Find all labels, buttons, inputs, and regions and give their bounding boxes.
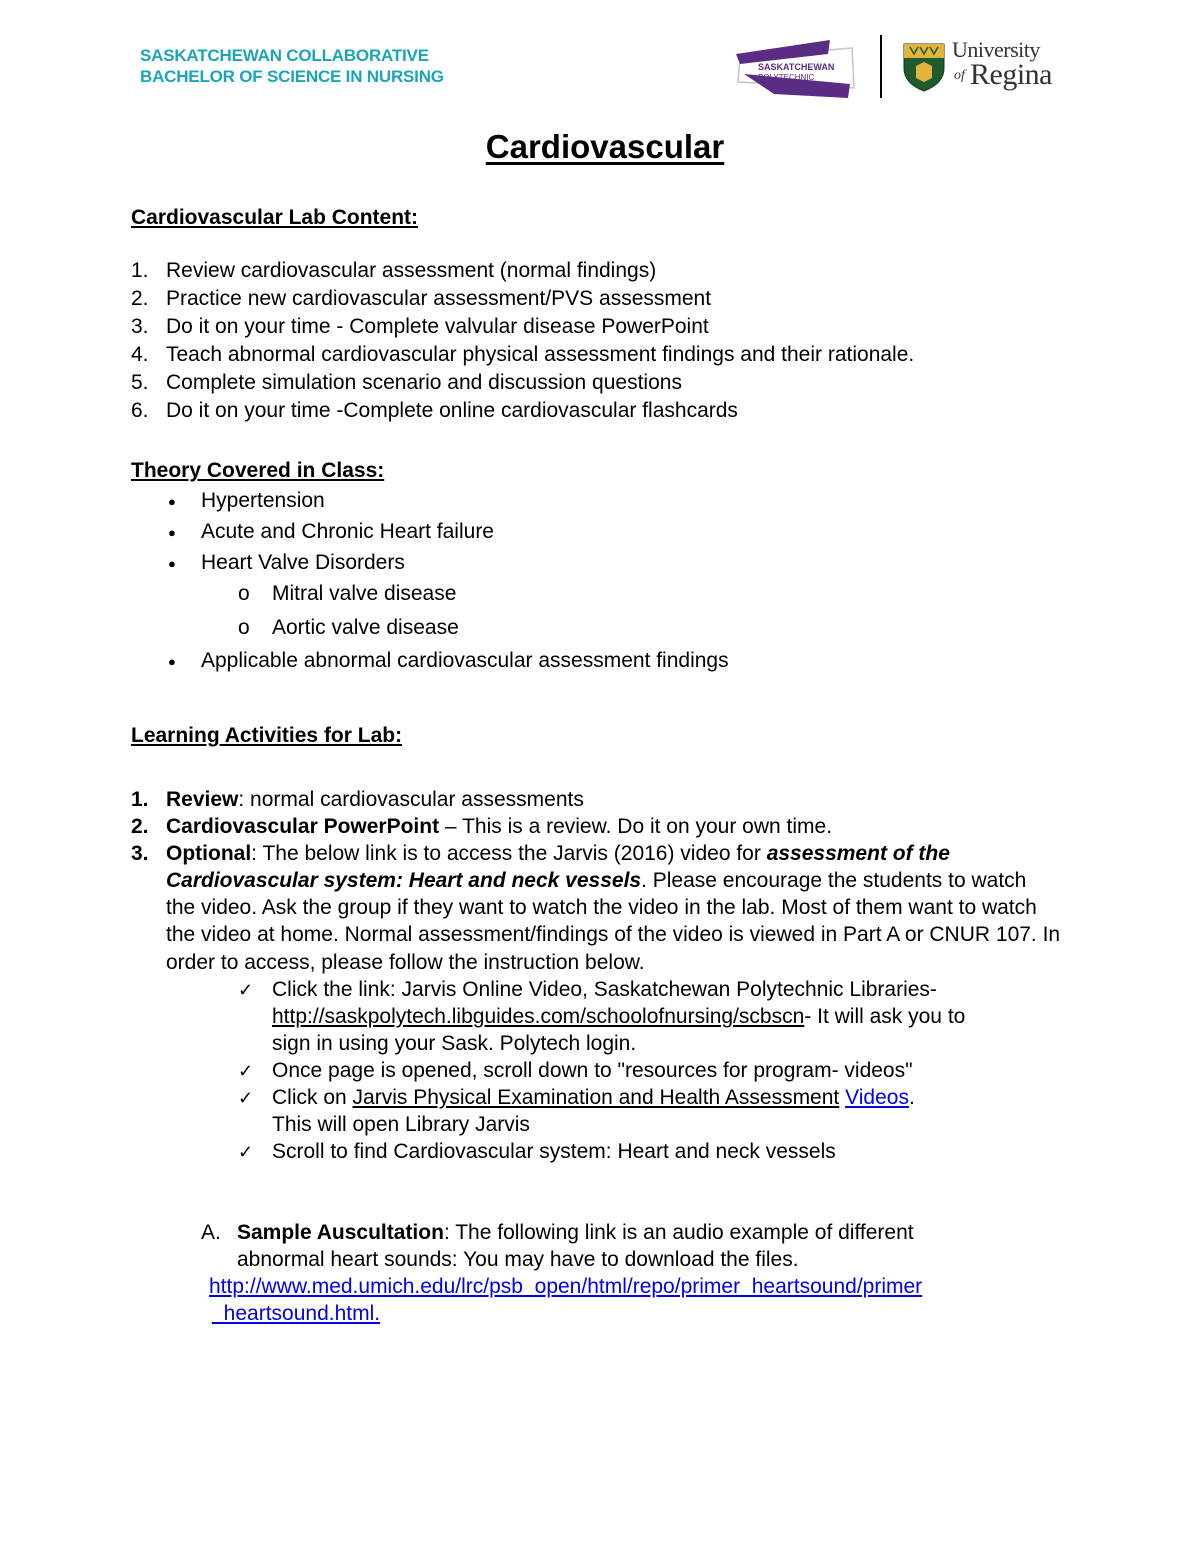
videos-link[interactable]: Videos xyxy=(845,1086,909,1109)
checkmark-icon: ✓ xyxy=(238,1088,254,1108)
lab-content-heading: Cardiovascular Lab Content: xyxy=(131,206,419,229)
circle-bullet-icon: o xyxy=(238,616,250,639)
uofr-crest-icon xyxy=(902,42,946,97)
poly-logo-line2: POLYTECHNIC xyxy=(758,73,815,82)
uofr-wordmark xyxy=(952,37,1052,92)
uofr-line1: University xyxy=(952,37,1040,62)
learning-heading: Learning Activities for Lab: xyxy=(131,724,403,747)
page-title: Cardiovascular xyxy=(485,128,725,165)
theory-heading: Theory Covered in Class: xyxy=(131,459,385,482)
bullet-icon: ● xyxy=(168,654,176,669)
jarvis-exam-link[interactable]: Jarvis Physical Examination and Health Assessment xyxy=(352,1086,840,1109)
bullet-icon: ● xyxy=(168,494,176,509)
saskpolytech-libguides-link[interactable]: http://saskpolytech.libguides.com/schoolofnursing/scbscn xyxy=(272,1005,805,1028)
checkmark-icon: ✓ xyxy=(238,980,254,1000)
heartsound-link[interactable]: http://www.med.umich.edu/lrc/psb_open/html/repo/primer_heartsound/primer xyxy=(209,1275,923,1298)
saskpolytech-logo xyxy=(734,34,860,100)
program-name-line1: SASKATCHEWAN COLLABORATIVE xyxy=(140,46,429,65)
program-name xyxy=(140,45,444,87)
heartsound-link-cont[interactable]: _heartsound.html. xyxy=(212,1302,381,1325)
program-name-line2: BACHELOR OF SCIENCE IN NURSING xyxy=(140,67,444,86)
bullet-icon: ● xyxy=(168,556,176,571)
bullet-icon: ● xyxy=(168,525,176,540)
circle-bullet-icon: o xyxy=(238,582,250,605)
logo-divider xyxy=(880,35,882,98)
uofr-line2: Regina xyxy=(970,58,1052,91)
poly-logo-line1: SASKATCHEWAN xyxy=(758,62,835,72)
checkmark-icon: ✓ xyxy=(238,1061,254,1081)
uofr-of: of xyxy=(954,68,965,83)
checkmark-icon: ✓ xyxy=(238,1142,254,1162)
